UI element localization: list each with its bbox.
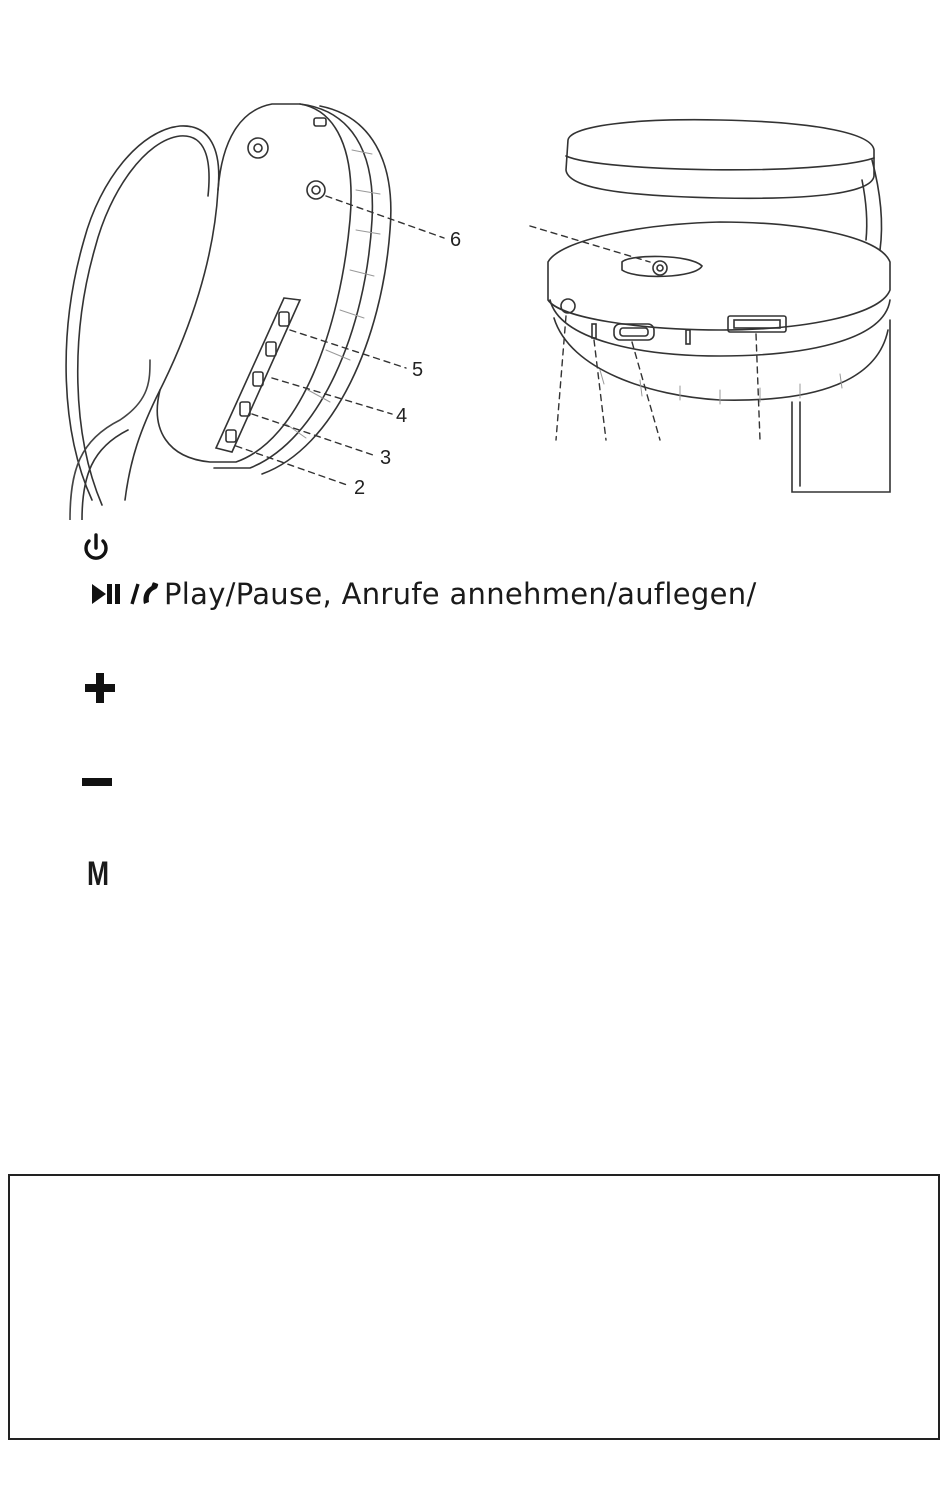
- play-pause-call-icon: [80, 574, 164, 614]
- callout-2: 2: [354, 477, 366, 499]
- legend-row-mode: [80, 854, 164, 894]
- right-callout-lines: [530, 226, 760, 440]
- plus-icon: [80, 668, 164, 708]
- legend-text-play-pause: Play/Pause, Anrufe annehmen/auflegen/: [164, 577, 757, 611]
- mode-m-icon: [80, 854, 164, 894]
- legend-row-play-pause: [80, 574, 757, 614]
- callout-5: 5: [412, 359, 424, 381]
- headphones-illustration: [0, 0, 950, 520]
- legend-row-power: [80, 528, 164, 568]
- legend-row-plus: [80, 668, 164, 708]
- mode-m-label: M: [87, 854, 110, 893]
- left-earcup-drawing: [66, 104, 391, 520]
- power-icon: [80, 528, 164, 568]
- callout-6: 6: [450, 229, 462, 251]
- minus-icon: [80, 762, 164, 802]
- callout-numbers: [354, 229, 461, 499]
- right-earcup-drawing: [548, 120, 890, 492]
- legend-row-minus: [80, 762, 164, 802]
- callout-4: 4: [396, 405, 408, 427]
- callout-3: 3: [380, 447, 392, 469]
- info-box: [8, 1174, 940, 1440]
